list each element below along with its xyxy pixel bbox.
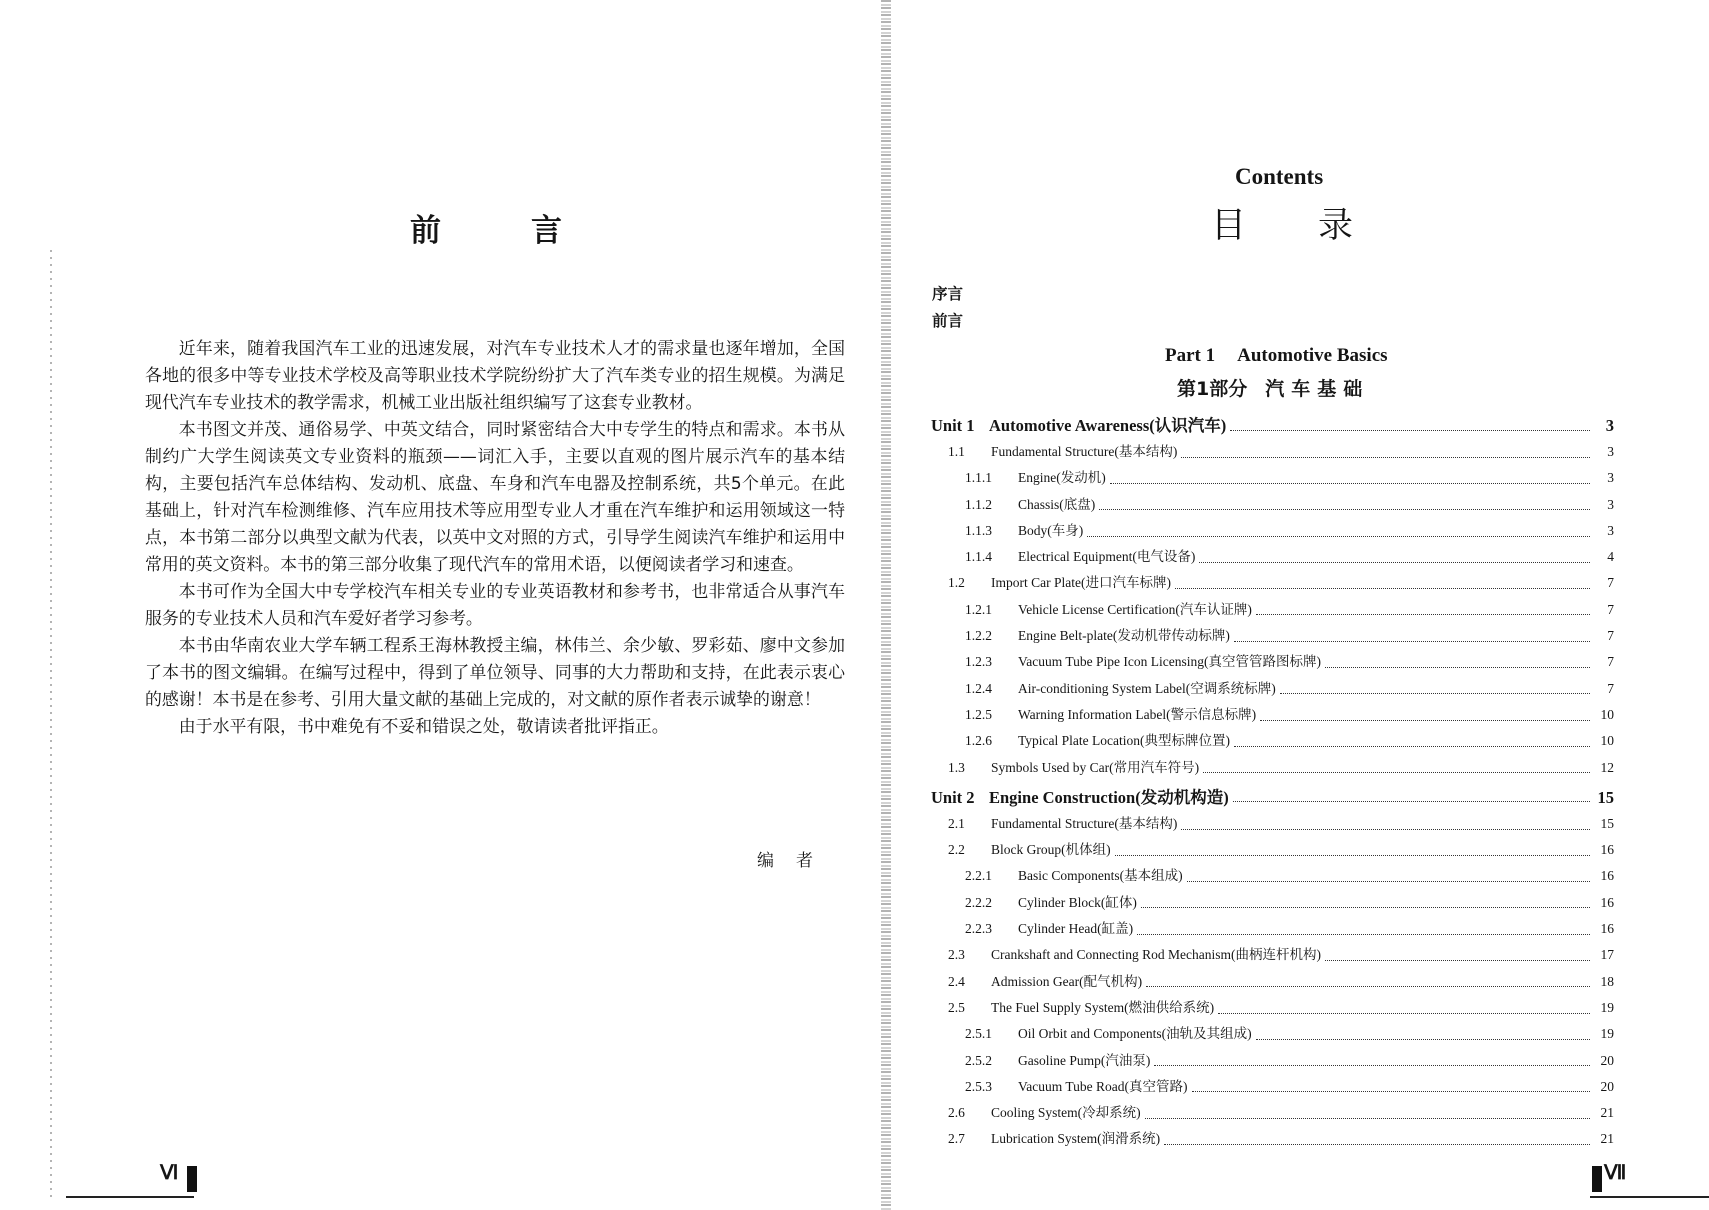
toc-entry-title: Basic Components(基本组成): [1018, 868, 1183, 884]
toc-dot-leader: [1110, 483, 1590, 484]
part-title-en: Automotive Basics: [1237, 345, 1388, 366]
preface-paragraph: 近年来，随着我国汽车工业的迅速发展，对汽车专业技术人才的需求量也逐年增加，全国各地的很多中等专业技术学校及高等职业技术学院纷纷扩大了汽车类专业的招生规模。为满足现代汽车专业技术的教学需求，机械工业出版社组织编写了这套专业教材。: [145, 338, 845, 412]
toc-entry[interactable]: [931, 943, 1614, 969]
toc-entry-number: 2.5.1: [965, 1026, 992, 1042]
toc-entry-title: Vehicle License Certification(汽车认证牌): [1018, 601, 1252, 617]
toc-entry[interactable]: [931, 812, 1614, 838]
toc-entry[interactable]: [931, 493, 1614, 519]
toc-dot-leader: [1325, 960, 1590, 961]
toc-dot-leader: [1218, 1013, 1590, 1014]
toc-dot-leader: [1087, 536, 1590, 537]
toc-entry-number: 2.4: [948, 973, 965, 989]
toc-entry[interactable]: [931, 598, 1614, 624]
toc-entry-page: 15: [1597, 787, 1614, 807]
toc-entry-number: 1.1.2: [965, 496, 992, 512]
toc-entry-number: 1.1.3: [965, 522, 992, 538]
toc-front-matter-preface[interactable]: 前言: [932, 312, 964, 330]
toc-entry[interactable]: [931, 1101, 1614, 1127]
toc-dot-leader: [1137, 934, 1590, 935]
toc-entry-title: Block Group(机体组): [991, 842, 1111, 858]
toc-entry-page: 12: [1600, 759, 1614, 775]
toc-dot-leader: [1145, 1118, 1590, 1119]
toc-entry[interactable]: [931, 571, 1614, 597]
toc-entry-title: Engine Belt-plate(发动机带传动标牌): [1018, 628, 1230, 644]
toc-entry-number: 1.2.2: [965, 628, 992, 644]
toc-entry-number: 1.1.4: [965, 549, 992, 565]
folio-mark: [187, 1166, 197, 1192]
toc-entry-page: 16: [1600, 842, 1614, 858]
toc-entry-title: Oil Orbit and Components(油轨及其组成): [1018, 1026, 1252, 1042]
toc-entry-number: 1.2: [948, 575, 965, 591]
contents-title-cn: 目录: [1211, 206, 1426, 246]
toc-entry-number: 1.2.3: [965, 654, 992, 670]
toc-entry-number: 2.2.3: [965, 921, 992, 937]
toc-entry-title: Typical Plate Location(典型标牌位置): [1018, 733, 1231, 749]
toc-entry-title: Admission Gear(配气机构): [991, 973, 1143, 989]
page-edge-shadow: [50, 250, 52, 1200]
toc-dot-leader: [1260, 720, 1590, 721]
toc-entry-title: Lubrication System(润滑系统): [991, 1131, 1161, 1147]
toc-entry-title: Engine(发动机): [1018, 470, 1106, 486]
toc-dot-leader: [1233, 801, 1590, 802]
toc-entry-title: Symbols Used by Car(常用汽车符号): [991, 759, 1200, 775]
preface-paragraph: 本书由华南农业大学车辆工程系王海林教授主编，林伟兰、余少敏、罗彩茹、廖中文参加了本书的图文编辑。在编写过程中，得到了单位领导、同事的大力帮助和支持，在此表示衷心的感谢！本书是在参考、引用大量文献的基础上完成的，对文献的原作者表示诚挚的谢意！: [145, 635, 845, 709]
toc-dot-leader: [1141, 907, 1590, 908]
toc-entry-page: 20: [1600, 1052, 1614, 1068]
toc-entry-page: 7: [1607, 680, 1614, 696]
toc-entry-title: Body(车身): [1018, 522, 1084, 538]
folio-mark: [1592, 1166, 1602, 1192]
preface-paragraph: 本书图文并茂、通俗易学、中英文结合，同时紧密结合大中专学生的特点和需求。本书从制约广大学生阅读英文专业资料的瓶颈——词汇入手，主要以直观的图片展示汽车的基本结构，主要包括汽车总体结构、发动机、底盘、车身和汽车电器及控制系统，共5个单元。在此基础上，针对汽车检测维修、汽车应用技术等应用型专业人才重在汽车维护和运用领域这一特点，本书第二部分以典型文献为代表，以英中文对照的方式，引导学生阅读汽车维护和运用中常用的英文资料。本书的第三部分收集了现代汽车的常用术语，以便阅读者学习和速查。: [145, 419, 845, 574]
toc-entry-number: 1.2.4: [965, 680, 992, 696]
toc-dot-leader: [1230, 430, 1590, 431]
toc-entry-number: 2.5.3: [965, 1078, 992, 1094]
toc-entry[interactable]: [931, 677, 1614, 703]
table-of-contents: [931, 410, 1614, 1154]
part-number: Part 1: [1165, 345, 1216, 366]
toc-entry-number: 1.2.5: [965, 706, 992, 722]
part-number-cn: 第1部分: [1177, 378, 1248, 400]
toc-entry[interactable]: [931, 1022, 1614, 1048]
toc-entry-page: 19: [1600, 999, 1614, 1015]
toc-entry[interactable]: [931, 756, 1614, 782]
toc-entry-title: Automotive Awareness(认识汽车): [989, 416, 1227, 435]
toc-entry-title: The Fuel Supply System(燃油供给系统): [991, 999, 1215, 1015]
footer-rule: [66, 1196, 194, 1198]
toc-entry-title: Fundamental Structure(基本结构): [991, 444, 1178, 459]
toc-dot-leader: [1154, 1065, 1590, 1066]
toc-dot-leader: [1234, 746, 1590, 747]
page-number-left: Ⅵ: [160, 1162, 179, 1184]
toc-entry[interactable]: [931, 624, 1614, 650]
toc-entry-page: 7: [1607, 601, 1614, 617]
toc-entry-page: 7: [1607, 575, 1614, 591]
toc-entry[interactable]: [931, 891, 1614, 917]
toc-entry[interactable]: [931, 519, 1614, 545]
toc-dot-leader: [1199, 562, 1590, 563]
toc-entry-page: 10: [1600, 733, 1614, 749]
preface-author: 编者: [757, 851, 835, 871]
toc-entry-page: 7: [1607, 654, 1614, 670]
toc-entry-number: 1.3: [948, 759, 965, 775]
toc-dot-leader: [1181, 829, 1590, 830]
toc-entry-page: 16: [1600, 921, 1614, 937]
toc-entry-title: Warning Information Label(警示信息标牌): [1018, 706, 1257, 722]
part-heading-cn: [1177, 374, 1369, 401]
preface-title: 前言: [410, 213, 652, 249]
toc-entry-page: 16: [1600, 894, 1614, 910]
part-title-cn: 汽车基础: [1265, 378, 1370, 400]
toc-entry-title: Import Car Plate(进口汽车标牌): [991, 575, 1171, 591]
toc-entry-page: 3: [1605, 416, 1614, 435]
toc-entry[interactable]: [931, 703, 1614, 729]
toc-entry[interactable]: [931, 466, 1614, 492]
toc-dot-leader: [1099, 509, 1590, 510]
toc-entry-page: 7: [1607, 628, 1614, 644]
preface-body: [145, 335, 845, 740]
toc-entry-title: Air-conditioning System Label(空调系统标牌): [1018, 680, 1276, 696]
toc-entry-title: Crankshaft and Connecting Rod Mechanism(曲柄连杆机构): [991, 947, 1321, 963]
toc-dot-leader: [1187, 881, 1590, 882]
toc-entry-page: 3: [1607, 444, 1614, 459]
toc-entry-number: 2.6: [948, 1105, 965, 1121]
toc-entry-number: 1.1.1: [965, 470, 992, 486]
toc-dot-leader: [1234, 641, 1590, 642]
toc-entry-page: 3: [1607, 522, 1614, 538]
toc-entry-page: 19: [1600, 1026, 1614, 1042]
toc-entry[interactable]: [931, 864, 1614, 890]
toc-entry-number: Unit 2: [931, 787, 975, 807]
toc-entry-title: Fundamental Structure(基本结构): [991, 815, 1178, 831]
toc-entry-page: 20: [1600, 1078, 1614, 1094]
toc-entry-page: 18: [1600, 973, 1614, 989]
preface-paragraph: 由于水平有限，书中难免有不妥和错误之处，敬请读者批评指正。: [178, 716, 669, 736]
toc-entry-title: Cooling System(冷却系统): [991, 1105, 1141, 1121]
footer-rule: [1590, 1196, 1709, 1198]
part-heading-en: [1165, 345, 1388, 367]
toc-dot-leader: [1203, 772, 1590, 773]
toc-entry-number: 2.3: [948, 947, 965, 963]
toc-entry-number: 2.1: [948, 815, 965, 831]
toc-entry-number: 2.2.1: [965, 868, 992, 884]
toc-entry-number: 1.1: [948, 444, 965, 459]
toc-dot-leader: [1325, 667, 1590, 668]
toc-entry-title: Cylinder Head(缸盖): [1018, 921, 1134, 937]
toc-entry-number: 1.2.6: [965, 733, 992, 749]
toc-entry-title: Electrical Equipment(电气设备): [1018, 549, 1196, 565]
toc-entry-page: 21: [1600, 1131, 1614, 1147]
toc-entry[interactable]: [931, 1127, 1614, 1153]
toc-entry[interactable]: [931, 917, 1614, 943]
toc-entry-title: Cylinder Block(缸体): [1018, 894, 1137, 910]
toc-entry-number: 2.5: [948, 999, 965, 1015]
toc-entry-page: 17: [1600, 947, 1614, 963]
toc-front-matter-foreword[interactable]: 序言: [932, 285, 964, 303]
toc-dot-leader: [1256, 1039, 1590, 1040]
toc-entry[interactable]: [931, 650, 1614, 676]
toc-dot-leader: [1146, 986, 1590, 987]
toc-entry-number: 2.2.2: [965, 894, 992, 910]
toc-entry-number: Unit 1: [931, 416, 975, 435]
toc-entry-title: Chassis(底盘): [1018, 496, 1096, 512]
toc-entry-number: 2.2: [948, 842, 965, 858]
toc-dot-leader: [1175, 588, 1590, 589]
toc-dot-leader: [1164, 1144, 1590, 1145]
toc-entry[interactable]: [931, 545, 1614, 571]
toc-entry-page: 21: [1600, 1105, 1614, 1121]
toc-entry-number: 2.5.2: [965, 1052, 992, 1068]
toc-entry-page: 3: [1607, 470, 1614, 486]
toc-dot-leader: [1181, 457, 1590, 458]
toc-entry-title: Vacuum Tube Pipe Icon Licensing(真空管管路图标牌): [1018, 654, 1321, 670]
toc-dot-leader: [1115, 855, 1590, 856]
toc-entry[interactable]: [931, 838, 1614, 864]
toc-entry-title: Vacuum Tube Road(真空管路): [1018, 1078, 1188, 1094]
toc-entry-page: 16: [1600, 868, 1614, 884]
toc-entry-title: Engine Construction(发动机构造): [989, 787, 1229, 807]
toc-entry-page: 15: [1600, 815, 1614, 831]
toc-entry-page: 10: [1600, 706, 1614, 722]
toc-dot-leader: [1256, 614, 1590, 615]
contents-title-en: Contents: [1235, 164, 1324, 189]
page-number-right: Ⅶ: [1604, 1162, 1627, 1184]
toc-unit-entry[interactable]: [931, 410, 1614, 440]
toc-entry[interactable]: [931, 970, 1614, 996]
toc-entry-number: 1.2.1: [965, 601, 992, 617]
toc-dot-leader: [1280, 693, 1590, 694]
toc-entry-number: 2.7: [948, 1131, 965, 1147]
toc-entry-page: 3: [1607, 496, 1614, 512]
toc-entry[interactable]: [931, 996, 1614, 1022]
toc-entry[interactable]: [931, 729, 1614, 755]
toc-entry[interactable]: [931, 1049, 1614, 1075]
toc-entry[interactable]: [931, 1075, 1614, 1101]
toc-dot-leader: [1192, 1091, 1591, 1092]
preface-paragraph: 本书可作为全国大中专学校汽车相关专业的专业英语教材和参考书，也非常适合从事汽车服务的专业技术人员和汽车爱好者学习参考。: [145, 581, 845, 628]
toc-entry-page: 4: [1607, 549, 1614, 565]
toc-unit-entry[interactable]: [931, 782, 1614, 812]
toc-entry[interactable]: [931, 440, 1614, 466]
toc-entry-title: Gasoline Pump(汽油泵): [1018, 1052, 1151, 1068]
